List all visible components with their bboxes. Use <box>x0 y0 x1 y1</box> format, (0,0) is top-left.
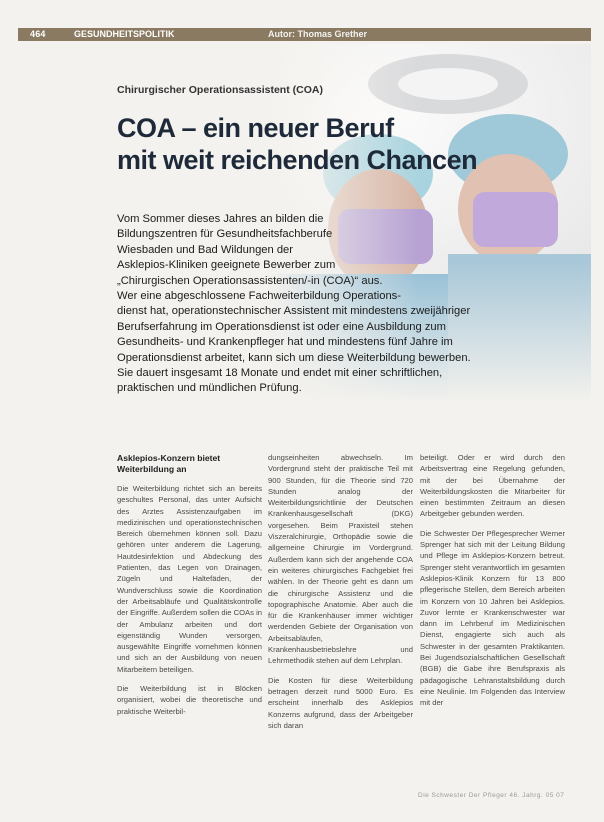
paragraph: Die Weiterbildung ist in Blöcken organisiert, wobei die theoretische und praktische Weiterbil- <box>117 684 262 716</box>
title-line: mit weit reichenden Chancen <box>117 145 478 175</box>
lead-line: Sie dauert insgesamt 18 Monate und endet mit einer schriftlichen, <box>117 367 443 380</box>
paragraph: Die Schwester Der Pflegesprecher Werner Sprenger hat sich mit der Leitung Bildung und Pflege im Asklepios-Konzern betreut. Sprenger steht verantwortlich im gesamten Asklepios-Klinik Konzern für 13 800 pflegerische Stellen, dem Bereich arbeiten im Konzern von 10 Jahren bei Asklepios. Zuvor lernte er Krankenschwester war dann im Lehrberuf im Medizinischen Dienst, engagierte sich auch als Schwester in der gesamten Praktikanten. Bei Jugendsozialschaftlichen Gesellschaft (BGB) die Gabe ihre Berufspraxis als pädagogische Lehranstaltsbildung durch eine Neulinie. Im Folgenden das Interview mit der <box>420 528 565 708</box>
paragraph: Die Kosten für diese Weiterbildung betragen derzeit rund 5000 Euro. Es erscheint innerhalb des Asklepios Konzerns aufgrund, dass der Arbeitgeber sich daran <box>268 675 413 730</box>
lead-line: Wiesbaden und Bad Wildungen der <box>117 243 294 256</box>
page-number: 464 <box>30 29 46 39</box>
lead-line: Vom Sommer dieses Jahres an bilden die <box>117 213 324 225</box>
lead-line: „Chirurgischen Operationsassistenten/-in (COA)“ aus. <box>117 274 383 287</box>
lead-line: Asklepios-Kliniken geeignete Bewerber zum <box>117 259 336 272</box>
article-lead <box>117 212 597 397</box>
article-kicker: Chirurgischer Operationsassistent (COA) <box>117 84 323 96</box>
text-column-3 <box>420 452 565 717</box>
lead-line: Berufserfahrung im Operationsdienst ist oder eine Ausbildung zum <box>117 320 446 333</box>
lead-line: Gesundheits- und Krankenpfleger hat und mindestens fünf Jahre im <box>117 336 453 349</box>
lead-line: Bildungszentren für Gesundheitsfachberufe <box>117 228 333 241</box>
paragraph: Die Weiterbildung richtet sich an bereits geschultes Personal, das unter Aufsicht des Arztes Assistenzaufgaben im medizinischen und operationstechnischen Bereich übernehmen können soll. Dazu gehören unter anderem die Lagerung, Hautdesinfektion und Abdeckung des Patienten, das Legen von Drainagen, Zügeln und Haltefäden, der Wundverschluss sowie die Koordination der Arbeitsabläufe und Qualitätskontrolle der Eingriffe. Außerdem sollen die COAs in der Ambulanz arbeiten und dort eigenständig Wunden versorgen, ausgewählte Eingriffe vornehmen können und sich an der Ausbildung von neuen Mitarbeitern beteiligen. <box>117 484 262 674</box>
lead-line: dienst hat, operationstechnischer Assistent mit mindestens zweijähriger <box>117 305 471 318</box>
title-line: COA – ein neuer Beruf <box>117 113 394 143</box>
lead-line: Wer eine abgeschlossene Fachweiterbildung Operations- <box>117 290 401 303</box>
section-title: GESUNDHEITSPOLITIK <box>74 29 175 39</box>
page-footer: Die Schwester Der Pfleger 46. Jahrg. 05 07 <box>418 792 565 799</box>
lead-line: Operationsdienst arbeitet, kann sich um diese Weiterbildung bewerben. <box>117 351 471 364</box>
paragraph: beteiligt. Oder er wird durch den Arbeitsvertrag eine Regelung gefunden, mit der bei Übernahme der Weiterbildungskosten die Mitarbeiter für einen bestimmten Zeitraum an diesen Arbeitgeber gebunden werden. <box>420 453 565 519</box>
text-column-2 <box>268 452 413 739</box>
author-line: Autor: Thomas Grether <box>268 29 368 39</box>
lead-line: praktischen und mündlichen Prüfung. <box>117 382 302 395</box>
text-column-1 <box>117 483 262 725</box>
paragraph: dungseinheiten abwechseln. Im Vordergrund steht der praktische Teil mit 900 Stunden, für die Theorie sind 720 Stunden analog der Weiterbildungsrichtlinie der Deutschen Krankenhausgesellschaft (DKG) vorgesehen. Beim Praxisteil stehen Viszeralchirurgie, Orthopädie sowie die allgemeine Chirurgie im Vordergrund. Außerdem kann sich der angehende COA ein weiteres chirurgisches Fachgebiet frei wählen. In der Theorie geht es dann um die chirurgische Assistenz und die topographische Anatomie. Aber auch die für die Krankenhäuser immer wichtiger werdenden Gebiete der Organisation von Arbeitsabläufen, Krankenhausbetriebslehre und Lehrmethodik stehen auf dem Lehrplan. <box>268 453 413 666</box>
article-title <box>117 112 477 176</box>
article-subhead: Asklepios-Konzern bietet Weiterbildung an <box>117 453 221 474</box>
